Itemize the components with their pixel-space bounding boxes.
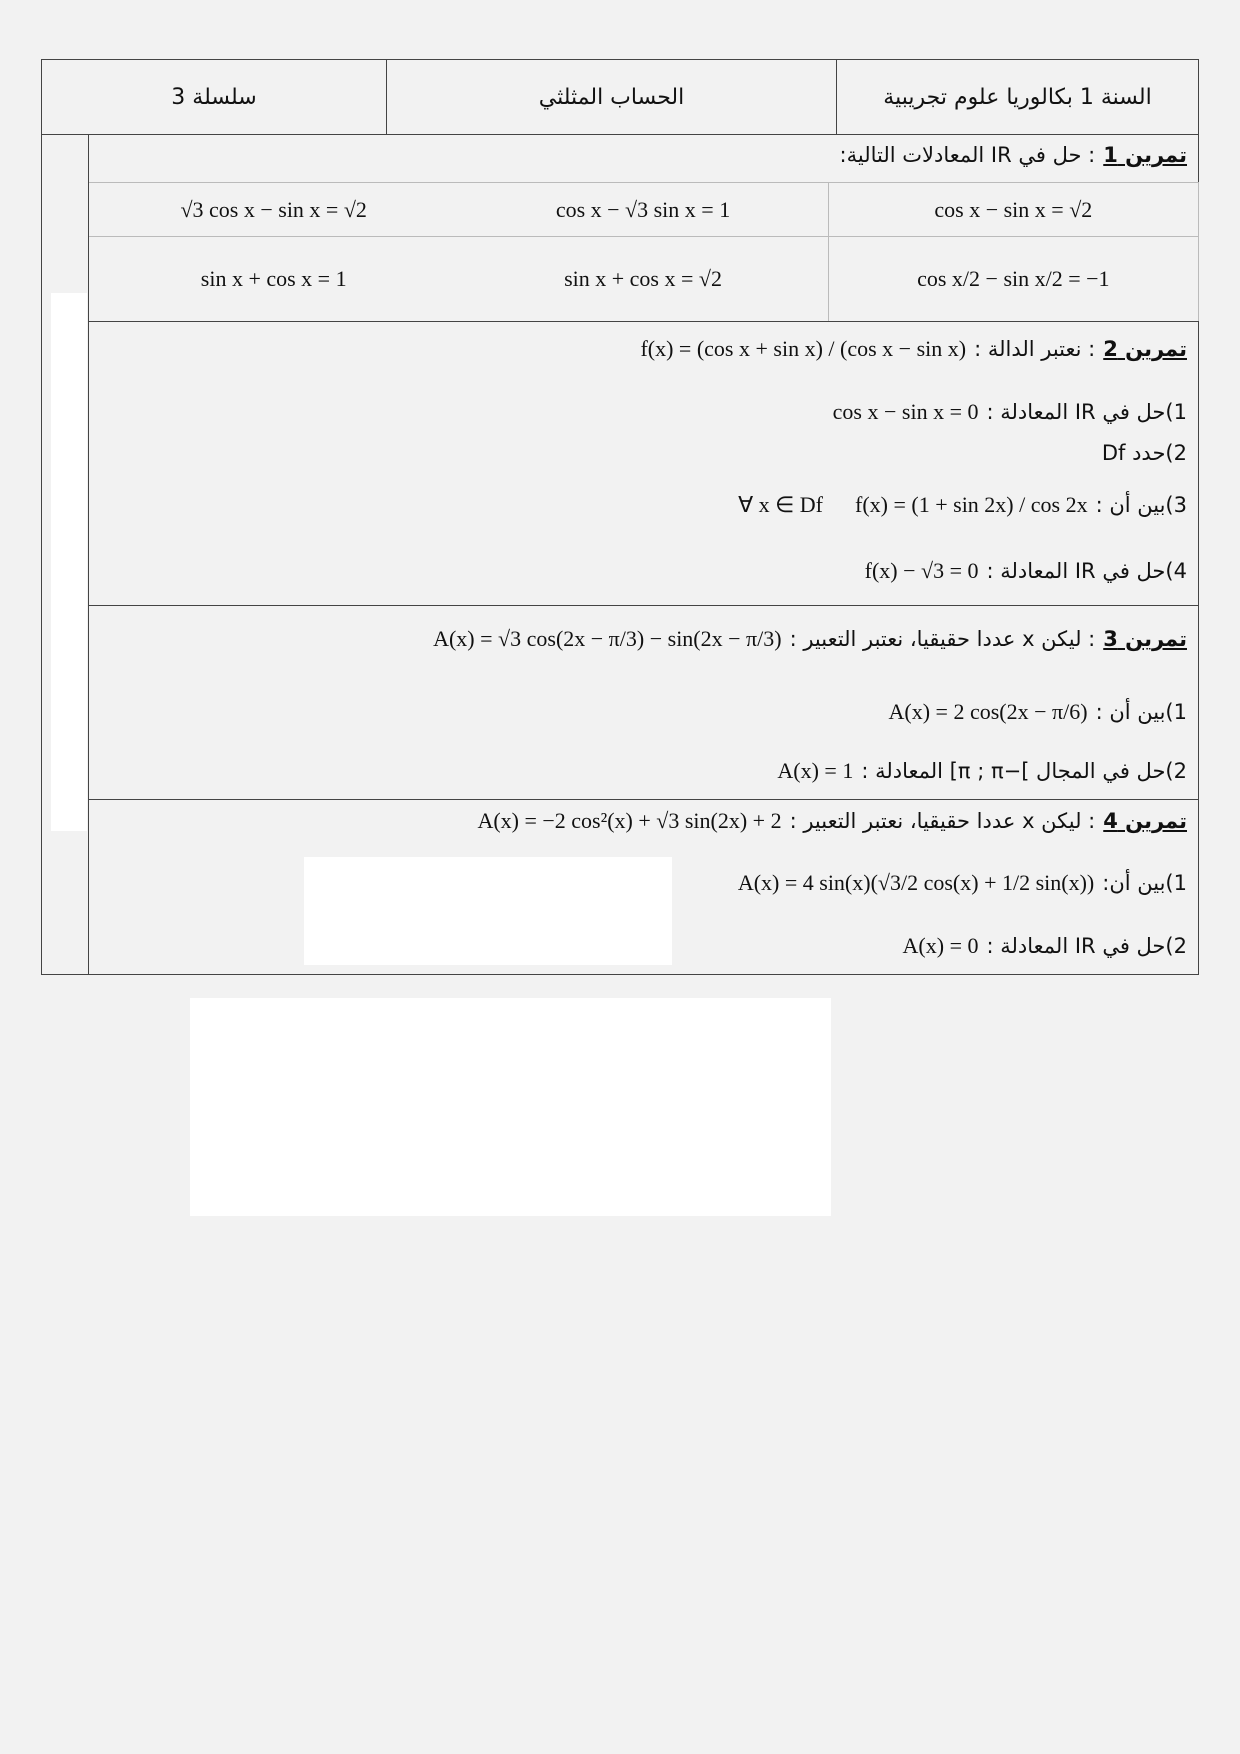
ex1-equation: sin x + cos x = 1 bbox=[200, 266, 347, 291]
ex4-q2 bbox=[903, 933, 1187, 959]
ex1-cell bbox=[89, 183, 458, 236]
ex2-q2-text: 2)حدد Df bbox=[1101, 441, 1187, 465]
topic-label: الحساب المثلثي bbox=[538, 84, 685, 110]
ex1-equation: cos x − sin x = √2 bbox=[934, 196, 1093, 222]
header-table bbox=[41, 59, 1199, 135]
ex3-expression: A(x) = √3 cos(2x − π/3) − sin(2x − π/3) bbox=[433, 626, 782, 651]
ex2-q4 bbox=[865, 558, 1187, 584]
ex1-heading bbox=[840, 143, 1187, 167]
ex2-q1 bbox=[833, 399, 1187, 425]
ex1-cell bbox=[829, 183, 1199, 236]
exercises-table bbox=[41, 135, 1199, 975]
ex2-q3 bbox=[738, 492, 1187, 518]
ex2-q4-text: 4)حل في IR المعادلة : bbox=[986, 559, 1187, 583]
ex1-title: تمرين 1 bbox=[1103, 143, 1187, 167]
ex4-q2-math: A(x) = 0 bbox=[902, 933, 979, 958]
ex4-title: تمرين 4 bbox=[1103, 809, 1187, 833]
ex2-title: تمرين 2 bbox=[1103, 337, 1187, 361]
ex1-cell bbox=[458, 183, 828, 236]
ex4-q1-math: A(x) = 4 sin(x)(√3/2 cos(x) + 1/2 sin(x)) bbox=[737, 870, 1095, 895]
ex1-row-2 bbox=[89, 236, 1199, 321]
ex2-heading bbox=[640, 336, 1187, 362]
ex2-prompt: : نعتبر الدالة : bbox=[974, 337, 1096, 361]
ex3-q1 bbox=[889, 699, 1187, 725]
ex2-q3-math: f(x) = (1 + sin 2x) / cos 2x bbox=[855, 492, 1088, 517]
ex2-q4-math: f(x) − √3 = 0 bbox=[864, 558, 979, 583]
series-label: سلسلة 3 bbox=[171, 84, 257, 110]
ex2-q2 bbox=[1102, 441, 1187, 465]
ex1-prompt: : حل في IR المعادلات التالية: bbox=[839, 143, 1096, 167]
ex2-q3-cond: ∀ x ∈ Df bbox=[738, 492, 824, 517]
ex3-title: تمرين 3 bbox=[1103, 627, 1187, 651]
ex1-cell bbox=[89, 237, 458, 321]
ex1-equation: cos x/2 − sin x/2 = −1 bbox=[917, 266, 1110, 291]
ex2-function: f(x) = (cos x + sin x) / (cos x − sin x) bbox=[640, 336, 967, 361]
ex4-q1 bbox=[738, 870, 1187, 896]
ex2-q1-math: cos x − sin x = 0 bbox=[832, 399, 979, 424]
ex4-prompt: : ليكن x عددا حقيقيا، نعتبر التعبير : bbox=[789, 809, 1096, 833]
ex1-cell bbox=[458, 237, 828, 321]
ex4-q2-text: 2)حل في IR المعادلة : bbox=[986, 934, 1187, 958]
ex2-q1-text: 1)حل في IR المعادلة : bbox=[986, 400, 1187, 424]
ex1-equation: sin x + cos x = √2 bbox=[564, 266, 722, 291]
margin-blank bbox=[51, 293, 87, 831]
ex1-equation: cos x − √3 sin x = 1 bbox=[555, 196, 731, 222]
exercise-1 bbox=[89, 135, 1199, 321]
exercise-4 bbox=[89, 799, 1199, 974]
ex1-equation: √3 cos x − sin x = √2 bbox=[180, 196, 367, 222]
topic-cell bbox=[387, 60, 837, 134]
ex3-q1-math: A(x) = 2 cos(2x − π/6) bbox=[888, 699, 1088, 724]
exercise-3 bbox=[89, 605, 1199, 799]
ex3-q2-text: 2)حل في المجال ]−π ; π] المعادلة : bbox=[861, 759, 1187, 783]
blank-box bbox=[190, 998, 831, 1216]
exercise-2 bbox=[89, 321, 1199, 605]
ex4-heading bbox=[477, 808, 1187, 834]
level-label: السنة 1 بكالوريا علوم تجريبية bbox=[883, 84, 1152, 110]
ex2-q3-text: 3)بين أن : bbox=[1095, 493, 1187, 517]
level-cell bbox=[837, 60, 1198, 134]
ex3-heading bbox=[433, 626, 1187, 652]
ex3-q2-math: A(x) = 1 bbox=[777, 758, 854, 783]
blank-box bbox=[304, 857, 672, 965]
ex1-cell bbox=[829, 237, 1199, 321]
series-cell bbox=[42, 60, 387, 134]
ex3-q2 bbox=[777, 758, 1187, 784]
ex1-row-1 bbox=[89, 182, 1199, 236]
ex3-q1-text: 1)بين أن : bbox=[1095, 700, 1187, 724]
ex4-expression: A(x) = −2 cos²(x) + √3 sin(2x) + 2 bbox=[477, 808, 782, 833]
ex3-prompt: : ليكن x عددا حقيقيا، نعتبر التعبير : bbox=[789, 627, 1096, 651]
ex4-q1-text: 1)بين أن: bbox=[1102, 871, 1187, 895]
